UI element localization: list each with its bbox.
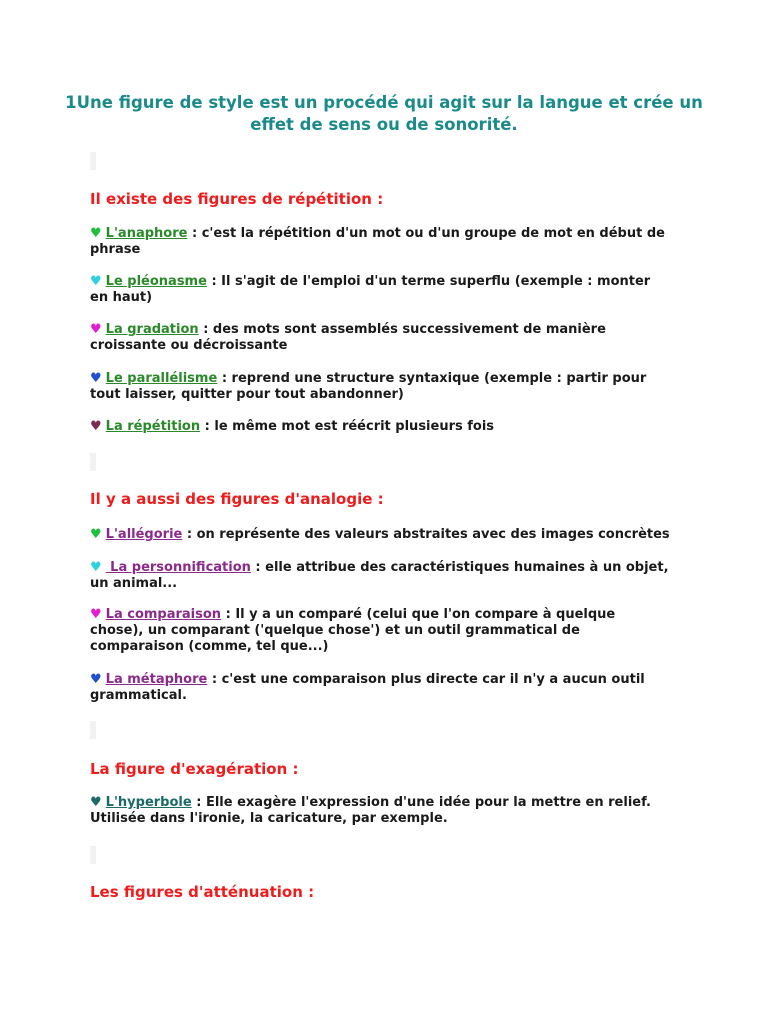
heart-icon: ♥ — [90, 672, 102, 687]
section-heading-repetition: Il existe des figures de répétition : — [90, 190, 384, 208]
list-item-hyperbole — [90, 795, 670, 827]
item-text: : c'est une comparaison plus directe car il n'y a aucun outil grammatical. — [90, 672, 645, 703]
paragraph-marker — [90, 453, 96, 471]
list-item-allegorie — [90, 527, 670, 543]
term-link-metaphore[interactable]: La métaphore — [105, 672, 208, 687]
list-item-personnification — [90, 560, 670, 592]
heart-icon: ♥ — [90, 274, 102, 289]
heart-icon: ♥ — [90, 322, 102, 337]
item-text: : on représente des valeurs abstraites avec des images concrètes — [182, 527, 670, 542]
item-text: : elle attribue des caractéristiques humaines à un objet, un animal... — [90, 560, 669, 591]
list-item-anaphore — [90, 226, 670, 258]
paragraph-marker — [90, 846, 96, 864]
term-link-gradation[interactable]: La gradation — [105, 322, 199, 337]
item-text: : des mots sont assemblés successivement de manière croissante ou décroissante — [90, 322, 606, 353]
term-link-allegorie[interactable]: L'allégorie — [105, 527, 183, 542]
list-item-metaphore — [90, 672, 670, 704]
list-item-gradation — [90, 322, 670, 354]
item-text: : reprend une structure syntaxique (exemple : partir pour tout laisser, quitter pour tout abandonner) — [90, 371, 647, 402]
term-link-comparaison[interactable]: La comparaison — [105, 607, 222, 622]
section-heading-analogie: Il y a aussi des figures d'analogie : — [90, 490, 384, 508]
item-text: : Il s'agit de l'emploi d'un terme superflu (exemple : monter en haut) — [90, 274, 651, 305]
list-item-pleonasme — [90, 274, 670, 306]
heart-icon: ♥ — [90, 226, 102, 241]
heart-icon: ♥ — [90, 527, 102, 542]
heart-icon: ♥ — [90, 371, 102, 386]
term-link-pleonasme[interactable]: Le pléonasme — [105, 274, 207, 289]
paragraph-marker — [90, 721, 96, 739]
heart-icon: ♥ — [90, 419, 102, 434]
term-link-hyperbole[interactable]: L'hyperbole — [105, 795, 192, 810]
term-link-personnification[interactable]: La personnification — [105, 560, 251, 575]
section-heading-exageration: La figure d'exagération : — [90, 760, 299, 778]
heart-icon: ♥ — [90, 795, 102, 810]
list-item-repetition — [90, 419, 670, 435]
term-link-anaphore[interactable]: L'anaphore — [105, 226, 188, 241]
heart-icon: ♥ — [90, 607, 102, 622]
list-item-comparaison — [90, 607, 670, 655]
term-link-parallelisme[interactable]: Le parallélisme — [105, 371, 218, 386]
item-text: : Elle exagère l'expression d'une idée pour la mettre en relief. Utilisée dans l'ironie, la caricature, par exemple. — [90, 795, 651, 826]
page-title: 1Une figure de style est un procédé qui agit sur la langue et crée un effet de sens ou de sonorité. — [65, 93, 703, 134]
item-text: : c'est la répétition d'un mot ou d'un groupe de mot en début de phrase — [90, 226, 665, 257]
heart-icon: ♥ — [90, 560, 102, 575]
item-text: : Il y a un comparé (celui que l'on compare à quelque chose), un comparant ('quelque chose') et un outil grammatical de comparaison (comme, tel que...) — [90, 607, 616, 654]
term-link-repetition[interactable]: La répétition — [105, 419, 201, 434]
paragraph-marker — [90, 152, 96, 170]
item-text: : le même mot est réécrit plusieurs fois — [200, 419, 495, 434]
list-item-parallelisme — [90, 371, 670, 403]
section-heading-attenuation: Les figures d'atténuation : — [90, 883, 315, 901]
